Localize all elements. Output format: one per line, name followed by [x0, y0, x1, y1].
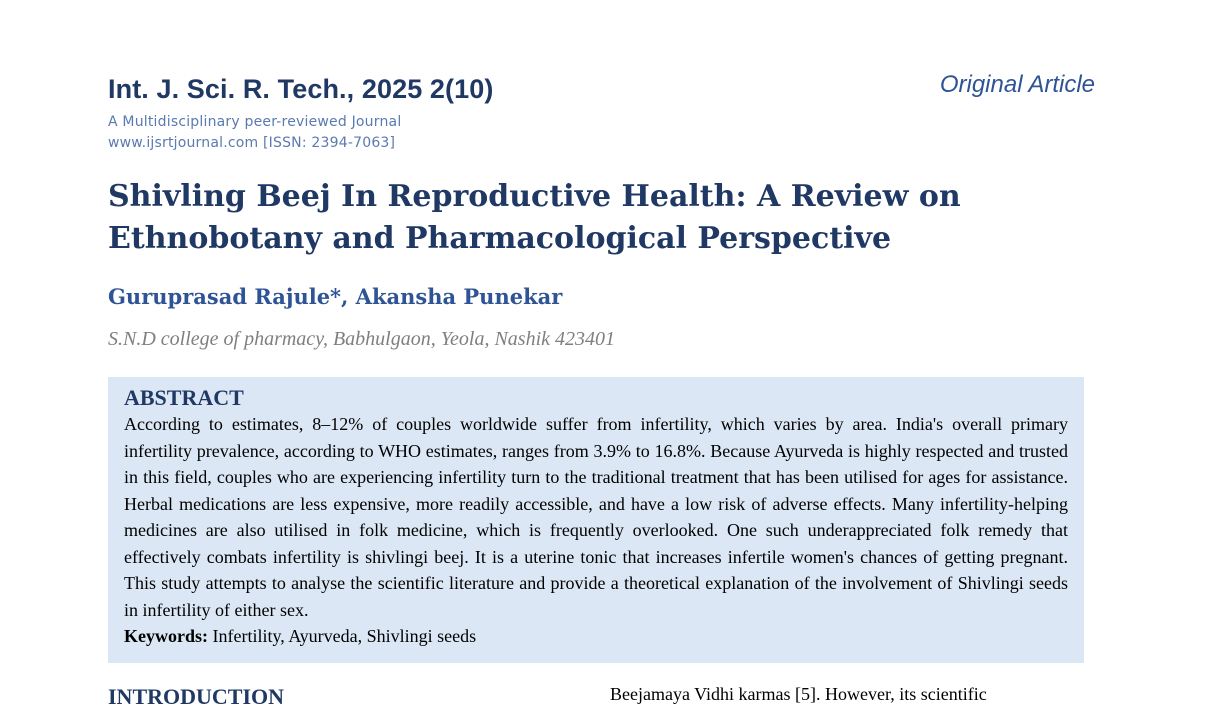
keywords-list: Infertility, Ayurveda, Shivlingi seeds	[208, 626, 477, 646]
author-list: Guruprasad Rajule*, Akansha Punekar	[108, 284, 563, 309]
author-affiliation: S.N.D college of pharmacy, Babhulgaon, Yeola, Nashik 423401	[108, 328, 616, 350]
column-two-text: Beejamaya Vidhi karmas [5]. However, its scientific	[610, 684, 987, 704]
journal-subtitle: A Multidisciplinary peer-reviewed Journal	[108, 114, 402, 130]
paper-title-line-2: Ethnobotany and Pharmacological Perspective	[108, 221, 892, 256]
keywords-label: Keywords:	[124, 626, 208, 646]
paper-title	[108, 176, 1098, 260]
keywords-line	[124, 623, 1068, 649]
article-type-label: Original Article	[939, 71, 1095, 98]
introduction-heading: INTRODUCTION	[108, 684, 285, 709]
paper-title-line-1: Shivling Beej In Reproductive Health: A Review on	[108, 179, 961, 214]
journal-website: www.ijsrtjournal.com [ISSN: 2394-7063]	[108, 135, 396, 151]
abstract-box	[108, 377, 1084, 663]
journal-citation: Int. J. Sci. R. Tech., 2025 2(10)	[108, 74, 494, 104]
abstract-heading: ABSTRACT	[124, 385, 244, 410]
abstract-body: According to estimates, 8–12% of couples worldwide suffer from infertility, which varies by area. India's overall primary infertility prevalence, according to WHO estimates, ranges from 3.9% to 16.8%. Because Ayurveda is highly respected and trusted in this field, couples who are experiencing infertility turn to the traditional treatment that has been utilised for ages for assistance. Herbal medications are less expensive, more readily accessible, and have a low risk of adverse effects. Many infertility-helping medicines are also utilised in folk medicine, which is frequently overlooked. One such underappreciated folk remedy that effectively combats infertility is shivlingi beej. It is a uterine tonic that increases infertile women's chances of getting pregnant. This study attempts to analyse the scientific literature and provide a theoretical explanation of the involvement of Shivlingi seeds in infertility of either sex.	[124, 414, 1068, 620]
